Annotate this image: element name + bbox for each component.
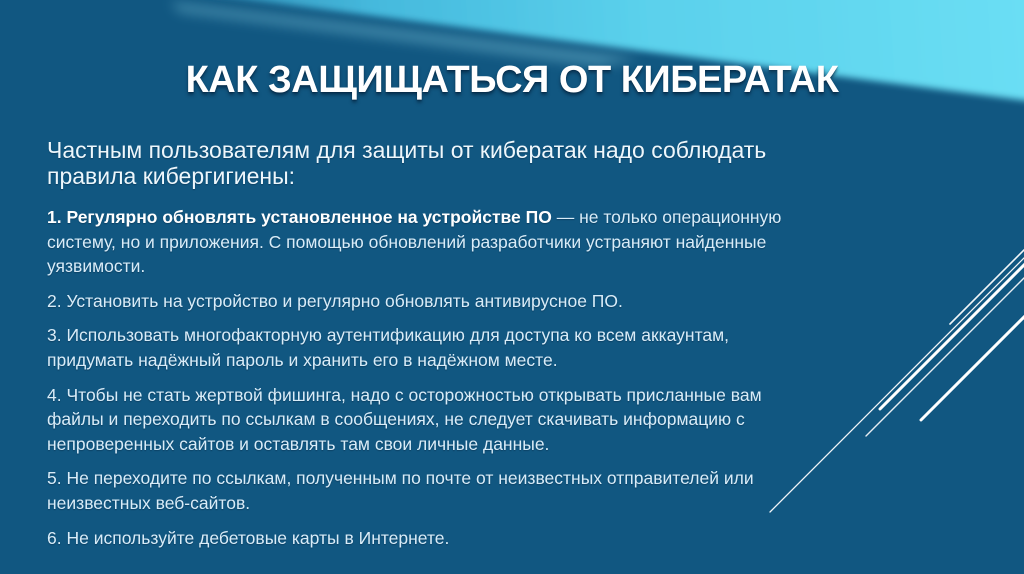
- intro-line: Частным пользователям для защиты от кибератак надо соблюдать: [47, 137, 767, 163]
- item-line: [47, 205, 847, 230]
- intro-paragraph: [47, 137, 847, 189]
- list-item-2: [47, 289, 847, 314]
- list-item-3: [47, 323, 847, 372]
- diagonal-line-5: [950, 234, 1024, 324]
- item-line: систему, но и приложения. С помощью обновлений разработчики устраняют найденные: [47, 231, 767, 252]
- list-item-5: [47, 466, 847, 515]
- item-line: 6. Не используйте дебетовые карты в Интернете.: [47, 527, 450, 548]
- item-line: непроверенных сайтов и оставлять там свои личные данные.: [47, 433, 550, 454]
- item-line: неизвестных веб-сайтов.: [47, 492, 251, 513]
- item-line: 5. Не переходите по ссылкам, полученным по почте от неизвестных отправителей или: [47, 468, 754, 489]
- item-line: файлы и переходить по ссылкам в сообщениях, не следует скачивать информацию с: [47, 409, 745, 430]
- item-line: 3. Использовать многофакторную аутентификацию для доступа ко всем аккаунтам,: [47, 325, 730, 346]
- list-item-1: [47, 205, 847, 279]
- item-line: 2. Установить на устройство и регулярно обновлять антивирусное ПО.: [47, 290, 623, 311]
- item-line: придумать надёжный пароль и хранить его в надёжном месте.: [47, 349, 558, 370]
- intro-line: правила кибергигиены:: [47, 163, 296, 189]
- item-bold-text: 1. Регулярно обновлять установленное на устройстве ПО: [47, 207, 552, 227]
- diagonal-line-4: [921, 301, 1024, 420]
- slide-body: [47, 137, 847, 560]
- diagonal-line-2: [880, 249, 1024, 409]
- list-item-6: [47, 526, 847, 551]
- list-item-4: [47, 383, 847, 457]
- item-text: — не только операционную: [551, 207, 782, 227]
- item-line: 4. Чтобы не стать жертвой фишинга, надо с осторожностью открывать присланные вам: [47, 384, 762, 405]
- slide-title: КАК ЗАЩИЩАТЬСЯ ОТ КИБЕРАТАК: [185, 59, 839, 101]
- item-line: уязвимости.: [47, 256, 146, 277]
